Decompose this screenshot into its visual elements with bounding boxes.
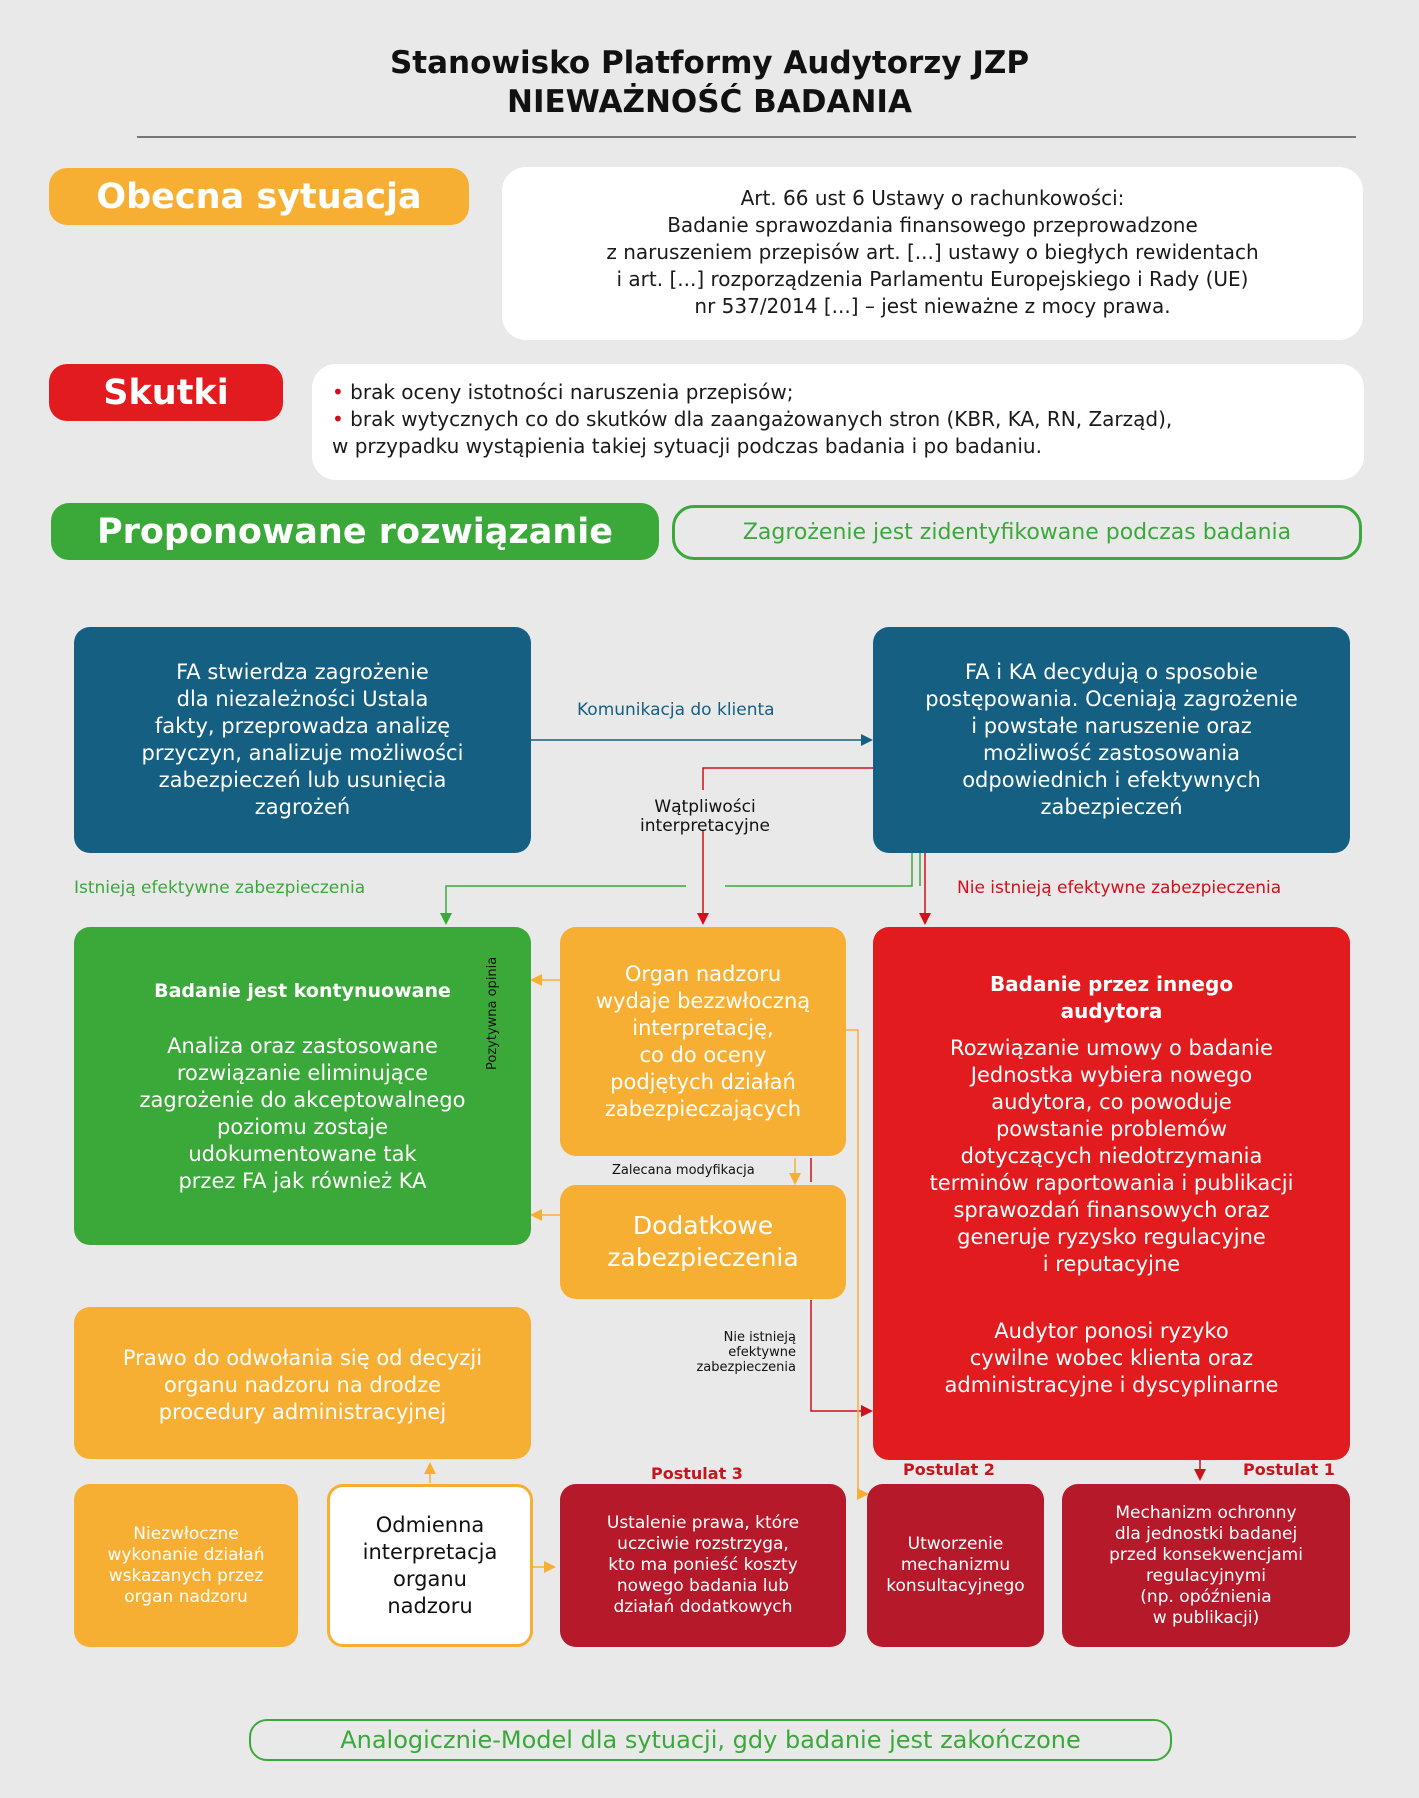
postulat-2-label: Postulat 2 — [903, 1460, 995, 1479]
effective-label: Istnieją efektywne zabezpieczenia — [74, 878, 366, 898]
effective-arrow — [446, 853, 912, 922]
consult-arrow — [846, 1030, 866, 1494]
effects-label: Skutki — [49, 364, 283, 421]
audit-continued-box: Badanie jest kontynuowane Analiza oraz zastosowane rozwiązanie eliminujące zagrożenie do akceptowalnego poziomu zostaje udokumentowane tak przez FA jak również KA — [74, 927, 531, 1245]
recommended-modification-label: Zalecana modyfikacja — [612, 1163, 755, 1178]
law-line: Badanie sprawozdania finansowego przeprowadzone — [667, 213, 1198, 237]
postulat-2-box: Utworzenie mechanizmu konsultacyjnego — [867, 1484, 1044, 1647]
current-situation-label: Obecna sytuacja — [49, 168, 469, 225]
postulat-1-box: Mechanizm ochronny dla jednostki badanej przed konsekwencjami regulacyjnymi (np. opóźnienia w publikacji) — [1062, 1484, 1350, 1647]
title-line-1: Stanowisko Platformy Audytorzy JZP — [389, 45, 1030, 81]
law-line: Art. 66 ust 6 Ustawy o rachunkowości: — [740, 186, 1125, 210]
doubt-label: Wątpliwości interpretacyjne — [640, 797, 770, 836]
bullet-icon: • — [332, 380, 351, 404]
no-effective-arrow — [811, 1300, 870, 1411]
authority-interpretation-box: Organ nadzoru wydaje bezzwłoczną interpretację, co do oceny podjętych działań zabezpieczających — [560, 927, 846, 1156]
scenario-pill: Zagrożenie jest zidentyfikowane podczas badania — [672, 505, 1362, 560]
fa-ka-decision-box: FA i KA decydują o sposobie postępowania. Oceniają zagrożenie i powstałe naruszenie oraz możliwość zastosowania odpowiednich i efektywnych zabezpieczeń — [873, 627, 1350, 853]
not-effective-label: Nie istnieją efektywne zabezpieczenia — [957, 878, 1282, 898]
different-interpretation-box: Odmienna interpretacja organu nadzoru — [327, 1484, 533, 1647]
footer-note: Analogicznie-Model dla sytuacji, gdy badanie jest zakończone — [249, 1719, 1172, 1761]
law-line: nr 537/2014 [...] – jest nieważne z mocy prawa. — [694, 294, 1171, 318]
auditor-risk: Audytor ponosi ryzyko cywilne wobec klienta oraz administracyjne i dyscyplinarne — [944, 1319, 1279, 1397]
other-auditor-box: Badanie przez innego audytora Rozwiązanie umowy o badanie Jednostka wybiera nowego audytora, co powoduje powstanie problemów dotyczących niedotrzymania terminów raportowania i publikacji sprawozdań finansowych oraz generuje ryzysko regulacyjne i reputacyjne Audytor ponosi ryzyko cywilne wobec klienta oraz administracyjne i dyscyplinarne — [873, 927, 1350, 1460]
law-line: i art. [...] rozporządzenia Parlamentu Europejskiego i Rady (UE) — [616, 267, 1249, 291]
other-auditor-title: Badanie przez innego audytora — [989, 972, 1234, 1023]
communication-label: Komunikacja do klienta — [577, 700, 775, 720]
law-line: z naruszeniem przepisów art. [...] ustawy o biegłych rewidentach — [606, 240, 1259, 264]
proposed-solution-label: Proponowane rozwiązanie — [51, 503, 659, 560]
postulat-3-label: Postulat 3 — [651, 1464, 743, 1483]
positive-opinion-label: Pozytywna opinia — [485, 956, 500, 1070]
bullet-icon: • — [332, 407, 351, 431]
postulat-1-label: Postulat 1 — [1243, 1460, 1335, 1479]
postulat-3-box: Ustalenie prawa, które uczciwie rozstrzyga, kto ma ponieść koszty nowego badania lub działań dodatkowych — [560, 1484, 846, 1647]
title-line-2: NIEWAŻNOŚĆ BADANIA — [507, 84, 912, 120]
doubt-arrow — [703, 768, 883, 922]
effect-item-continued: w przypadku wystąpienia takiej sytuacji podczas badania i po badaniu. — [332, 434, 1042, 458]
effect-item: • brak wytycznych co do skutków dla zaangażowanych stron (KBR, KA, RN, Zarząd), — [332, 407, 1173, 431]
immediate-execution-box: Niezwłoczne wykonanie działań wskazanych przez organ nadzoru — [74, 1484, 298, 1647]
no-effective-small-label: Nie istnieją efektywne zabezpieczenia — [696, 1330, 796, 1375]
effect-item: • brak oceny istotności naruszenia przepisów; — [332, 380, 794, 404]
additional-safeguards-box: Dodatkowe zabezpieczenia — [560, 1185, 846, 1299]
fa-assessment-box: FA stwierdza zagrożenie dla niezależności Ustala fakty, przeprowadza analizę przyczyn, analizuje możliwości zabezpieczeń lub usunięcia zagrożeń — [74, 627, 531, 853]
audit-continued-title: Badanie jest kontynuowane — [154, 979, 451, 1002]
appeal-right-box: Prawo do odwołania się od decyzji organu nadzoru na drodze procedury administracyjnej — [74, 1307, 531, 1459]
